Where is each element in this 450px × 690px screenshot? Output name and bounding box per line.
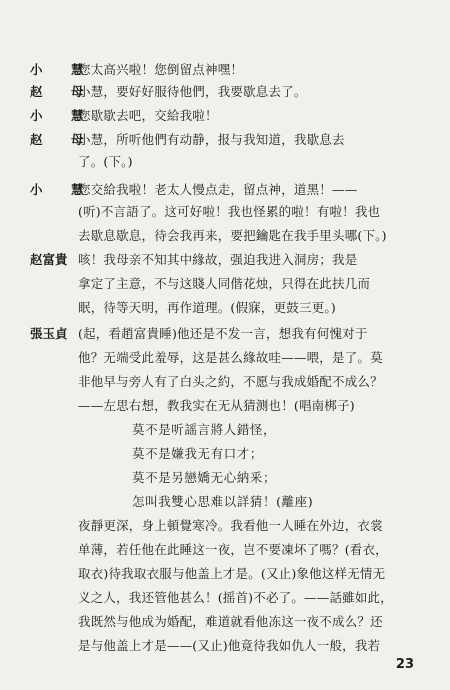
line-text: 是与他盖上才是——(又止)他竟待我如仇人一般，我若 (78, 638, 381, 653)
page-number: 23 (395, 657, 414, 672)
script-line (78, 226, 440, 246)
script-line (30, 106, 440, 126)
line-text: 我既然与他成为婚配，难道就看他冻这一夜不成么？还 (78, 614, 383, 629)
line-text: 怎叫我雙心思难以詳猜！(離座) (132, 494, 314, 509)
script-line (78, 588, 440, 608)
speaker-name: 小 慧 (30, 182, 92, 197)
line-text: 您歇歇去吧，交給我啦！ (78, 108, 218, 123)
script-line (30, 82, 440, 102)
script-line (78, 636, 440, 656)
line-text: 小慧，所听他們有动静，报与我知道，我歇息去 (78, 132, 345, 147)
line-text: 非他早与旁人有了白头之約，不愿与我成婚配不成么？ (78, 374, 383, 389)
script-line (78, 516, 440, 536)
line-text: 他？无端受此羞辱，这是甚么緣故哇——喂，是了。莫 (78, 350, 383, 365)
script-line (132, 468, 440, 488)
line-text: 小慧，要好好服待他們，我要歇息去了。 (78, 84, 307, 99)
line-text: ——左思右想，教我实在无从猜测也！(唱南梆子) (78, 398, 355, 413)
script-line (78, 202, 440, 222)
script-line (132, 420, 440, 440)
line-text: 了。(下。) (78, 154, 133, 169)
line-text: 单薄，若任他在此睡这一夜，岂不要凍坏了嗎？(看衣， (78, 542, 388, 557)
line-text: (起，看趙富貴睡)他还是不发一言，想我有何愧对于 (78, 326, 368, 341)
line-text: 取衣)待我取衣服与他盖上才是。(又止)象他这样无情无 (78, 566, 386, 581)
speaker-name: 赵 母 (30, 132, 92, 147)
script-line (78, 372, 440, 392)
line-text: 去歇息歇息，待会我再来，要把鑰匙在我手里头哪(下。) (78, 228, 387, 243)
line-text: 义之人，我还管他甚么！(摇首)不必了。——話雖如此， (78, 590, 393, 605)
line-text: 眠，待等天明，再作道理。(假寐，更鼓三更。) (78, 300, 336, 315)
line-text: 莫不是听謡言將人錯怪， (132, 422, 277, 437)
script-line (132, 492, 440, 512)
script-line (30, 324, 440, 344)
line-text: 莫不是嫌我无有口才； (132, 446, 264, 461)
script-line (78, 298, 440, 318)
speaker-name: 赵富貴 (30, 252, 68, 267)
line-text: 您交給我啦！老太人慢点走，留点神，道黑！—— (78, 182, 358, 197)
script-line (78, 396, 440, 416)
speaker-name: 赵 母 (30, 84, 92, 99)
script-line (78, 348, 440, 368)
script-line (132, 444, 440, 464)
script-line (30, 60, 440, 80)
line-text: 咳！我母亲不知其中緣故，强迫我进入洞房；我是 (78, 252, 358, 267)
script-line (78, 540, 440, 560)
script-line (78, 274, 440, 294)
line-text: 莫不是另戀嬌无心納釆； (132, 470, 277, 485)
script-line (78, 152, 440, 172)
script-line (78, 612, 440, 632)
speaker-name: 小 慧 (30, 62, 92, 77)
line-text: (听)不言語了。这可好啦！我也怪累的啦！有啦！我也 (78, 204, 381, 219)
line-text: 您太高兴啦！您倒留点神嘿！ (78, 62, 244, 77)
line-text: 拿定了主意，不与这賤人同偕花烛，只得在此扶几而 (78, 276, 371, 291)
script-line (30, 180, 440, 200)
speaker-name: 張玉貞 (30, 326, 68, 341)
line-text: 夜靜更深，身上頓覺寒冷。我看他一人睡在外边，衣裳 (78, 518, 383, 533)
script-line (30, 250, 440, 270)
speaker-name: 小 慧 (30, 108, 92, 123)
script-line (78, 564, 440, 584)
script-line (30, 130, 440, 150)
